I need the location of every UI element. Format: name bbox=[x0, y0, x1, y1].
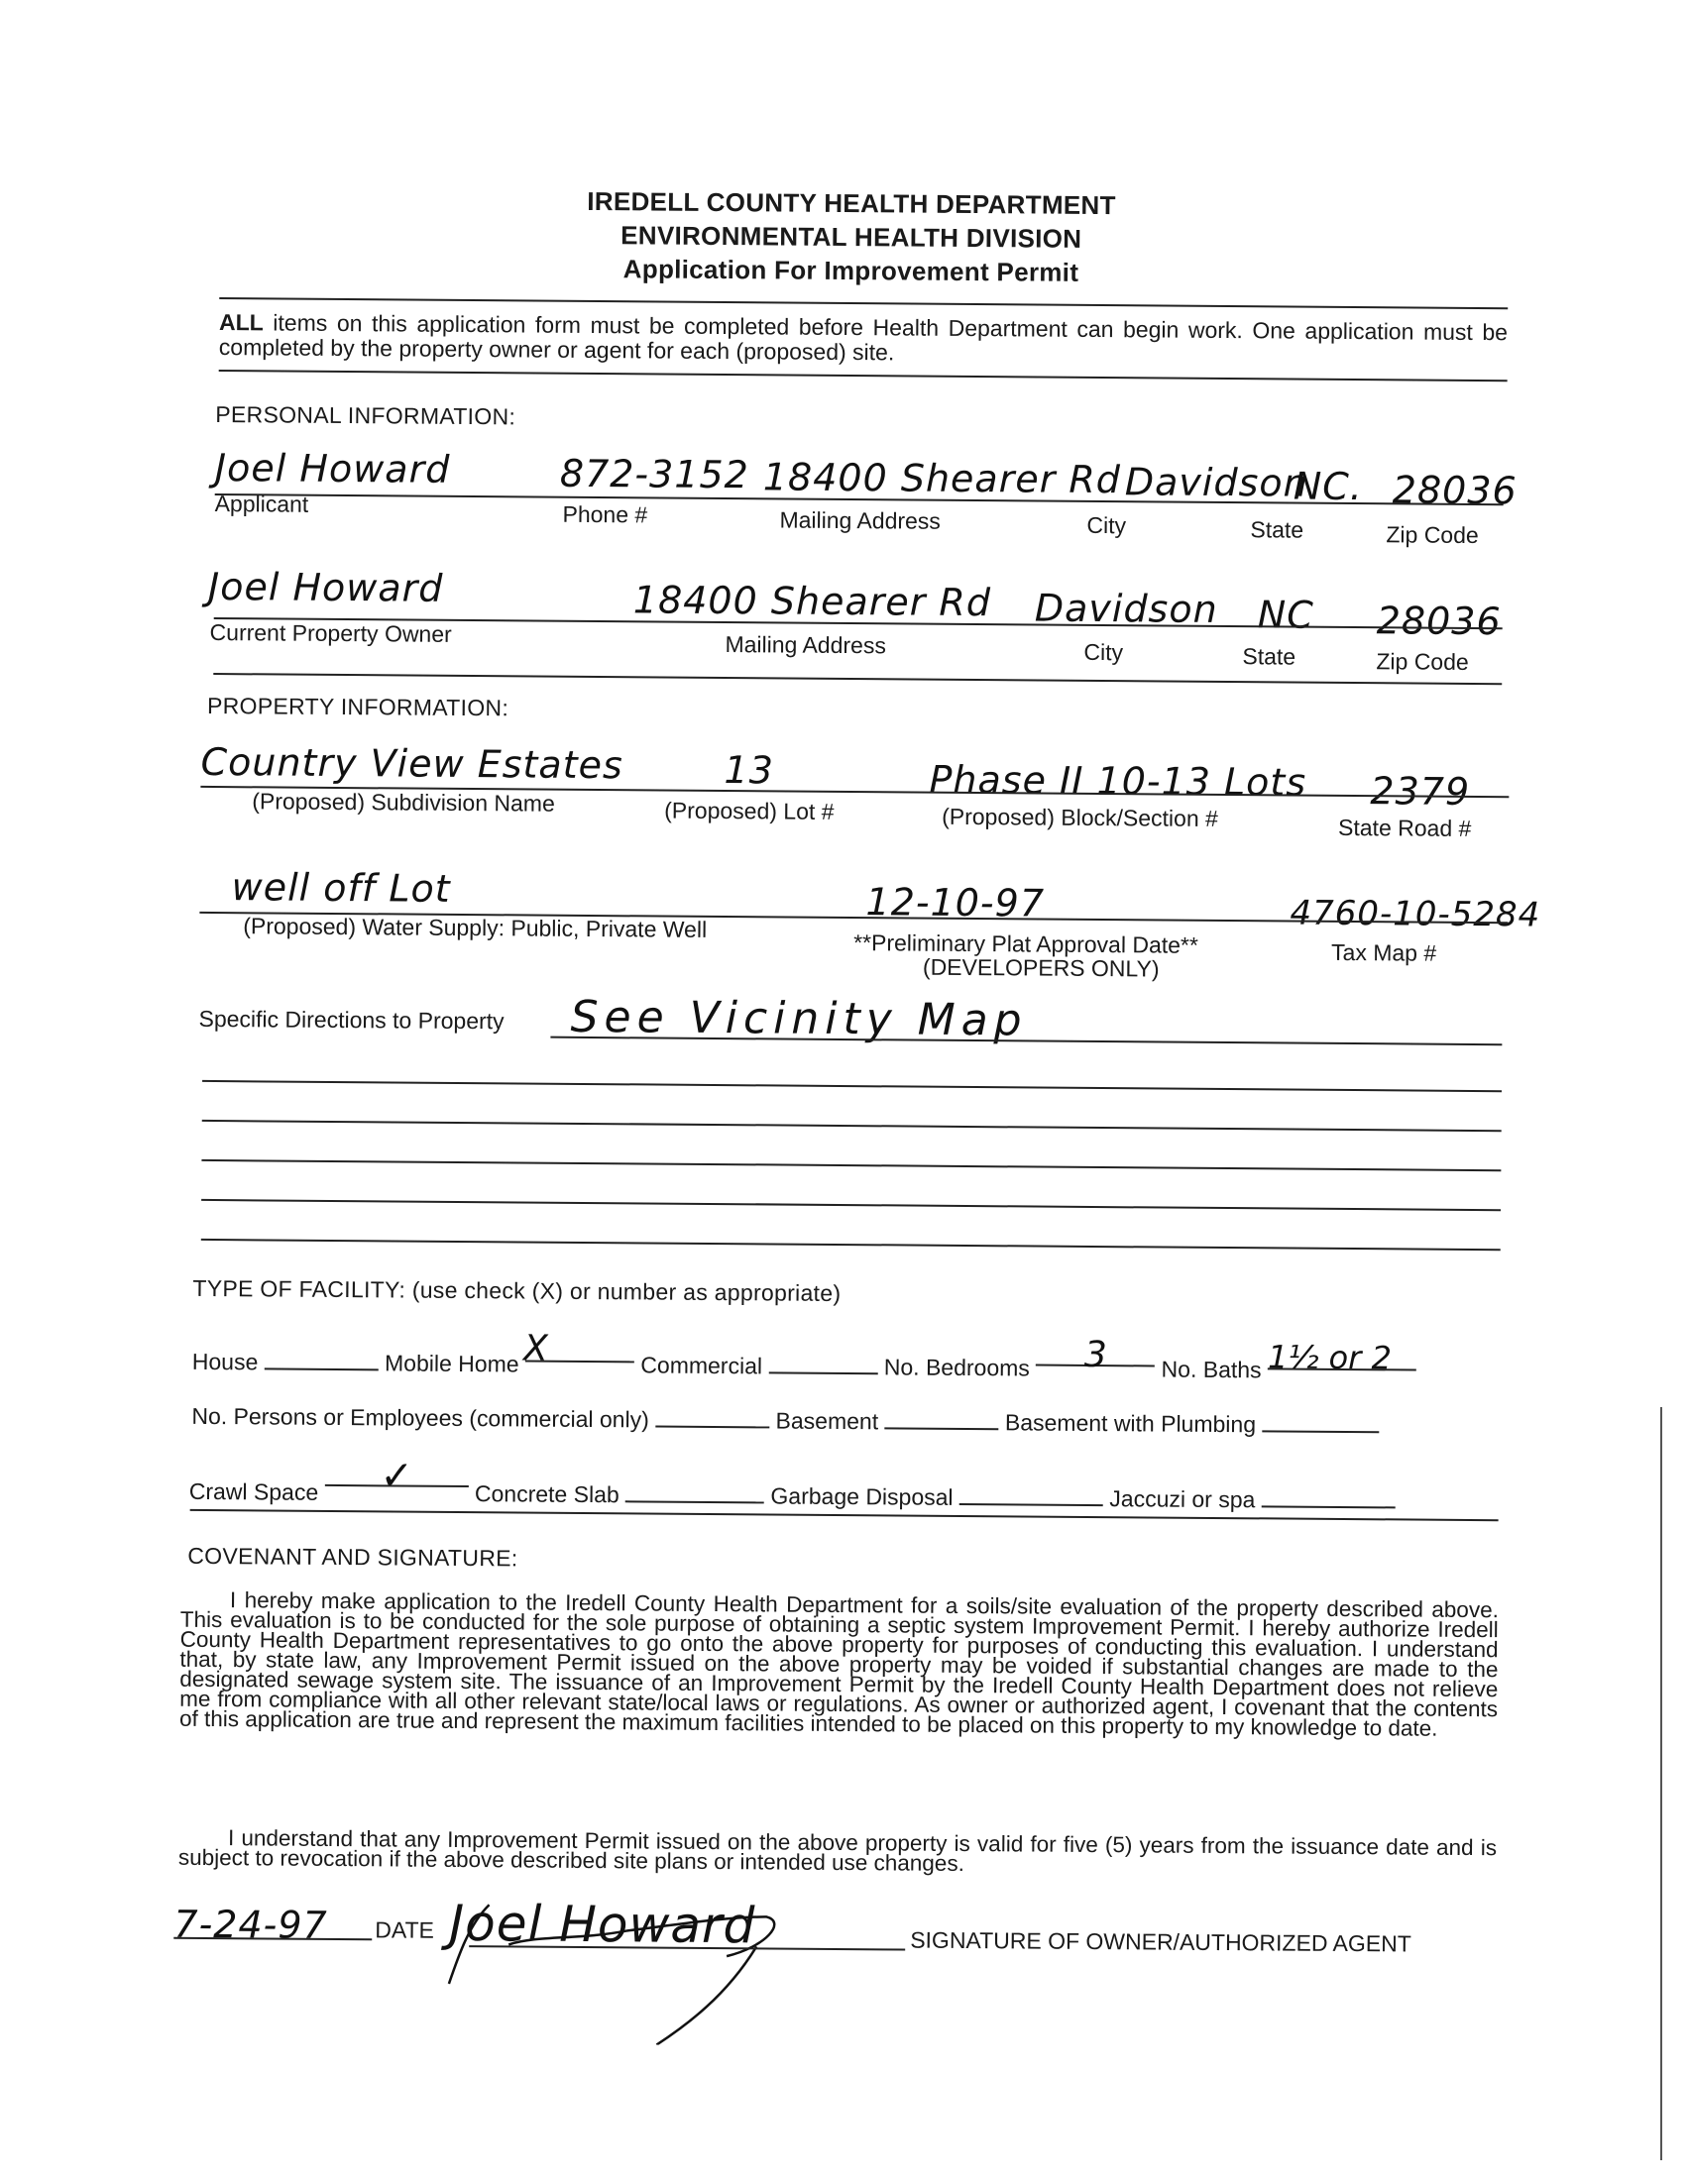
header-subtitle: Application For Improvement Permit bbox=[622, 254, 1079, 287]
field-line bbox=[201, 1199, 1501, 1211]
field-line bbox=[201, 1159, 1501, 1171]
owner-mailing-label: Mailing Address bbox=[725, 631, 886, 659]
phone-label: Phone # bbox=[562, 500, 648, 528]
owner-city-label: City bbox=[1083, 638, 1124, 666]
basement-plumbing-blank bbox=[1262, 1410, 1379, 1433]
subdivision-label: (Proposed) Subdivision Name bbox=[252, 788, 555, 817]
divider bbox=[219, 370, 1508, 382]
city-label: City bbox=[1086, 511, 1127, 539]
road-label: State Road # bbox=[1337, 814, 1472, 841]
facility-row-1 bbox=[191, 1328, 1416, 1385]
plat-label-developers: (DEVELOPERS ONLY) bbox=[922, 953, 1160, 982]
intro-body: items on this application form must be completed before Health Department can begin work. One application must be completed by the property owner or agent for each (proposed) site. bbox=[218, 309, 1509, 366]
crawl-space-mark: ✓ bbox=[380, 1453, 414, 1499]
garbage-disposal-label: Garbage Disposal bbox=[770, 1482, 954, 1510]
covenant-paragraph-2: I understand that any Improvement Permit issued on the above property is valid for five (5) years from the issuance date and is subject to revocation if the above described site plans or intended use changes. bbox=[177, 1825, 1498, 1876]
divider bbox=[219, 297, 1508, 309]
property-section-label: PROPERTY INFORMATION: bbox=[206, 692, 509, 721]
owner-state-value: NC bbox=[1257, 593, 1314, 637]
owner-label: Current Property Owner bbox=[209, 618, 452, 647]
bedrooms-value: 3 bbox=[1083, 1334, 1107, 1376]
subdivision-value: Country View Estates bbox=[200, 739, 623, 788]
signature-label: SIGNATURE OF OWNER/AUTHORIZED AGENT bbox=[910, 1926, 1411, 1957]
block-label: (Proposed) Block/Section # bbox=[942, 803, 1218, 831]
basement-label: Basement bbox=[775, 1407, 879, 1435]
plat-label: **Preliminary Plat Approval Date** bbox=[853, 929, 1198, 958]
road-value: 2379 bbox=[1370, 769, 1471, 814]
mailing-value: 18400 Shearer Rd bbox=[762, 455, 1122, 502]
field-line bbox=[202, 1080, 1502, 1092]
mobile-home-mark: X bbox=[522, 1328, 548, 1369]
covenant-paragraph-1: I hereby make application to the Iredell County Health Department for a soils/site evaluation of the property described above. This evaluation is to be conducted for the sole purpose of obtaining a septic system Improvement Permit. I hereby authorize Iredell County Health Department representatives to go onto the above property for purposes of conducting this evaluation. I understand that, by state law, any Improvement Permit issued on the above property may be voided if substantial changes are made to the designated sewage system site. The issuance of an Improvement Permit by the Iredell County Health Department does not relieve me from compliance with all other relevant state/local laws or regulations. As owner or authorized agent, I covenant that the contents of this application are true and represent the maximum facilities intended to be placed on this property to my knowledge to date. bbox=[178, 1587, 1499, 1741]
owner-value: Joel Howard bbox=[207, 564, 444, 610]
jaccuzi-blank bbox=[1262, 1485, 1396, 1508]
intro-text bbox=[219, 310, 1508, 370]
mobile-home-blank bbox=[522, 1328, 634, 1369]
header-title: IREDELL COUNTY HEALTH DEPARTMENT bbox=[587, 185, 1116, 221]
date-value: 7-24-97 bbox=[173, 1902, 328, 1947]
field-line bbox=[202, 1120, 1502, 1132]
date-label: DATE bbox=[375, 1916, 435, 1943]
taxmap-value: 4760-10-5284 bbox=[1290, 893, 1541, 935]
water-value: well off Lot bbox=[231, 865, 451, 911]
plat-value: 12-10-97 bbox=[865, 880, 1046, 926]
covenant-section-label: COVENANT AND SIGNATURE: bbox=[187, 1542, 518, 1572]
house-label: House bbox=[191, 1348, 259, 1375]
page-edge bbox=[1660, 1407, 1662, 2160]
owner-state-label: State bbox=[1242, 643, 1296, 670]
concrete-slab-blank bbox=[625, 1480, 764, 1503]
owner-mailing-value: 18400 Shearer Rd bbox=[632, 578, 992, 625]
phone-value: 872-3152 bbox=[559, 451, 749, 497]
baths-value: 1½ or 2 bbox=[1267, 1338, 1393, 1377]
owner-zip-value: 28036 bbox=[1376, 599, 1502, 644]
baths-blank bbox=[1267, 1338, 1416, 1377]
personal-section-label: PERSONAL INFORMATION: bbox=[215, 401, 516, 430]
garbage-disposal-blank bbox=[959, 1483, 1103, 1506]
owner-city-value: Davidson bbox=[1034, 586, 1218, 631]
facility-section-label: TYPE OF FACILITY: (use check (X) or number as appropriate) bbox=[192, 1274, 842, 1306]
house-blank bbox=[265, 1348, 379, 1370]
persons-label: No. Persons or Employees (commercial only) bbox=[191, 1402, 649, 1433]
divider bbox=[213, 673, 1502, 685]
commercial-blank bbox=[768, 1352, 877, 1374]
basement-plumbing-label: Basement with Plumbing bbox=[1004, 1409, 1257, 1438]
lot-value: 13 bbox=[724, 748, 775, 793]
facility-row-2 bbox=[191, 1402, 1379, 1439]
facility-row-3 bbox=[188, 1453, 1396, 1515]
baths-label: No. Baths bbox=[1161, 1356, 1262, 1383]
concrete-slab-label: Concrete Slab bbox=[474, 1480, 619, 1508]
bedrooms-label: No. Bedrooms bbox=[883, 1354, 1030, 1381]
state-label: State bbox=[1250, 516, 1304, 543]
mailing-label: Mailing Address bbox=[779, 506, 941, 534]
water-label: (Proposed) Water Supply: Public, Private Well bbox=[243, 913, 708, 942]
commercial-label: Commercial bbox=[640, 1352, 763, 1379]
jaccuzi-label: Jaccuzi or spa bbox=[1109, 1485, 1256, 1513]
mobile-home-label: Mobile Home bbox=[384, 1350, 519, 1377]
city-value: Davidson bbox=[1124, 460, 1308, 505]
signature-flourish-icon bbox=[428, 1885, 905, 2047]
directions-value: See Vicinity Map bbox=[570, 991, 1028, 1046]
header-division: ENVIRONMENTAL HEALTH DIVISION bbox=[620, 220, 1082, 254]
applicant-label: Applicant bbox=[214, 491, 309, 517]
lot-label: (Proposed) Lot # bbox=[664, 797, 835, 824]
applicant-value: Joel Howard bbox=[214, 446, 451, 491]
basement-blank bbox=[884, 1407, 998, 1430]
taxmap-label: Tax Map # bbox=[1331, 938, 1437, 966]
persons-blank bbox=[655, 1406, 769, 1429]
field-line bbox=[201, 1239, 1501, 1251]
directions-label: Specific Directions to Property bbox=[198, 1005, 505, 1035]
bedrooms-blank bbox=[1036, 1334, 1155, 1376]
owner-zip-label: Zip Code bbox=[1376, 648, 1469, 675]
state-value: NC. bbox=[1293, 464, 1364, 509]
zip-label: Zip Code bbox=[1386, 521, 1479, 549]
block-value: Phase II 10-13 Lots bbox=[929, 757, 1307, 805]
signature-value: Joel Howard bbox=[449, 1894, 756, 1955]
intro-bold: ALL bbox=[218, 309, 264, 336]
crawl-space-blank bbox=[325, 1453, 469, 1499]
crawl-space-label: Crawl Space bbox=[188, 1477, 319, 1505]
zip-value: 28036 bbox=[1392, 468, 1518, 513]
